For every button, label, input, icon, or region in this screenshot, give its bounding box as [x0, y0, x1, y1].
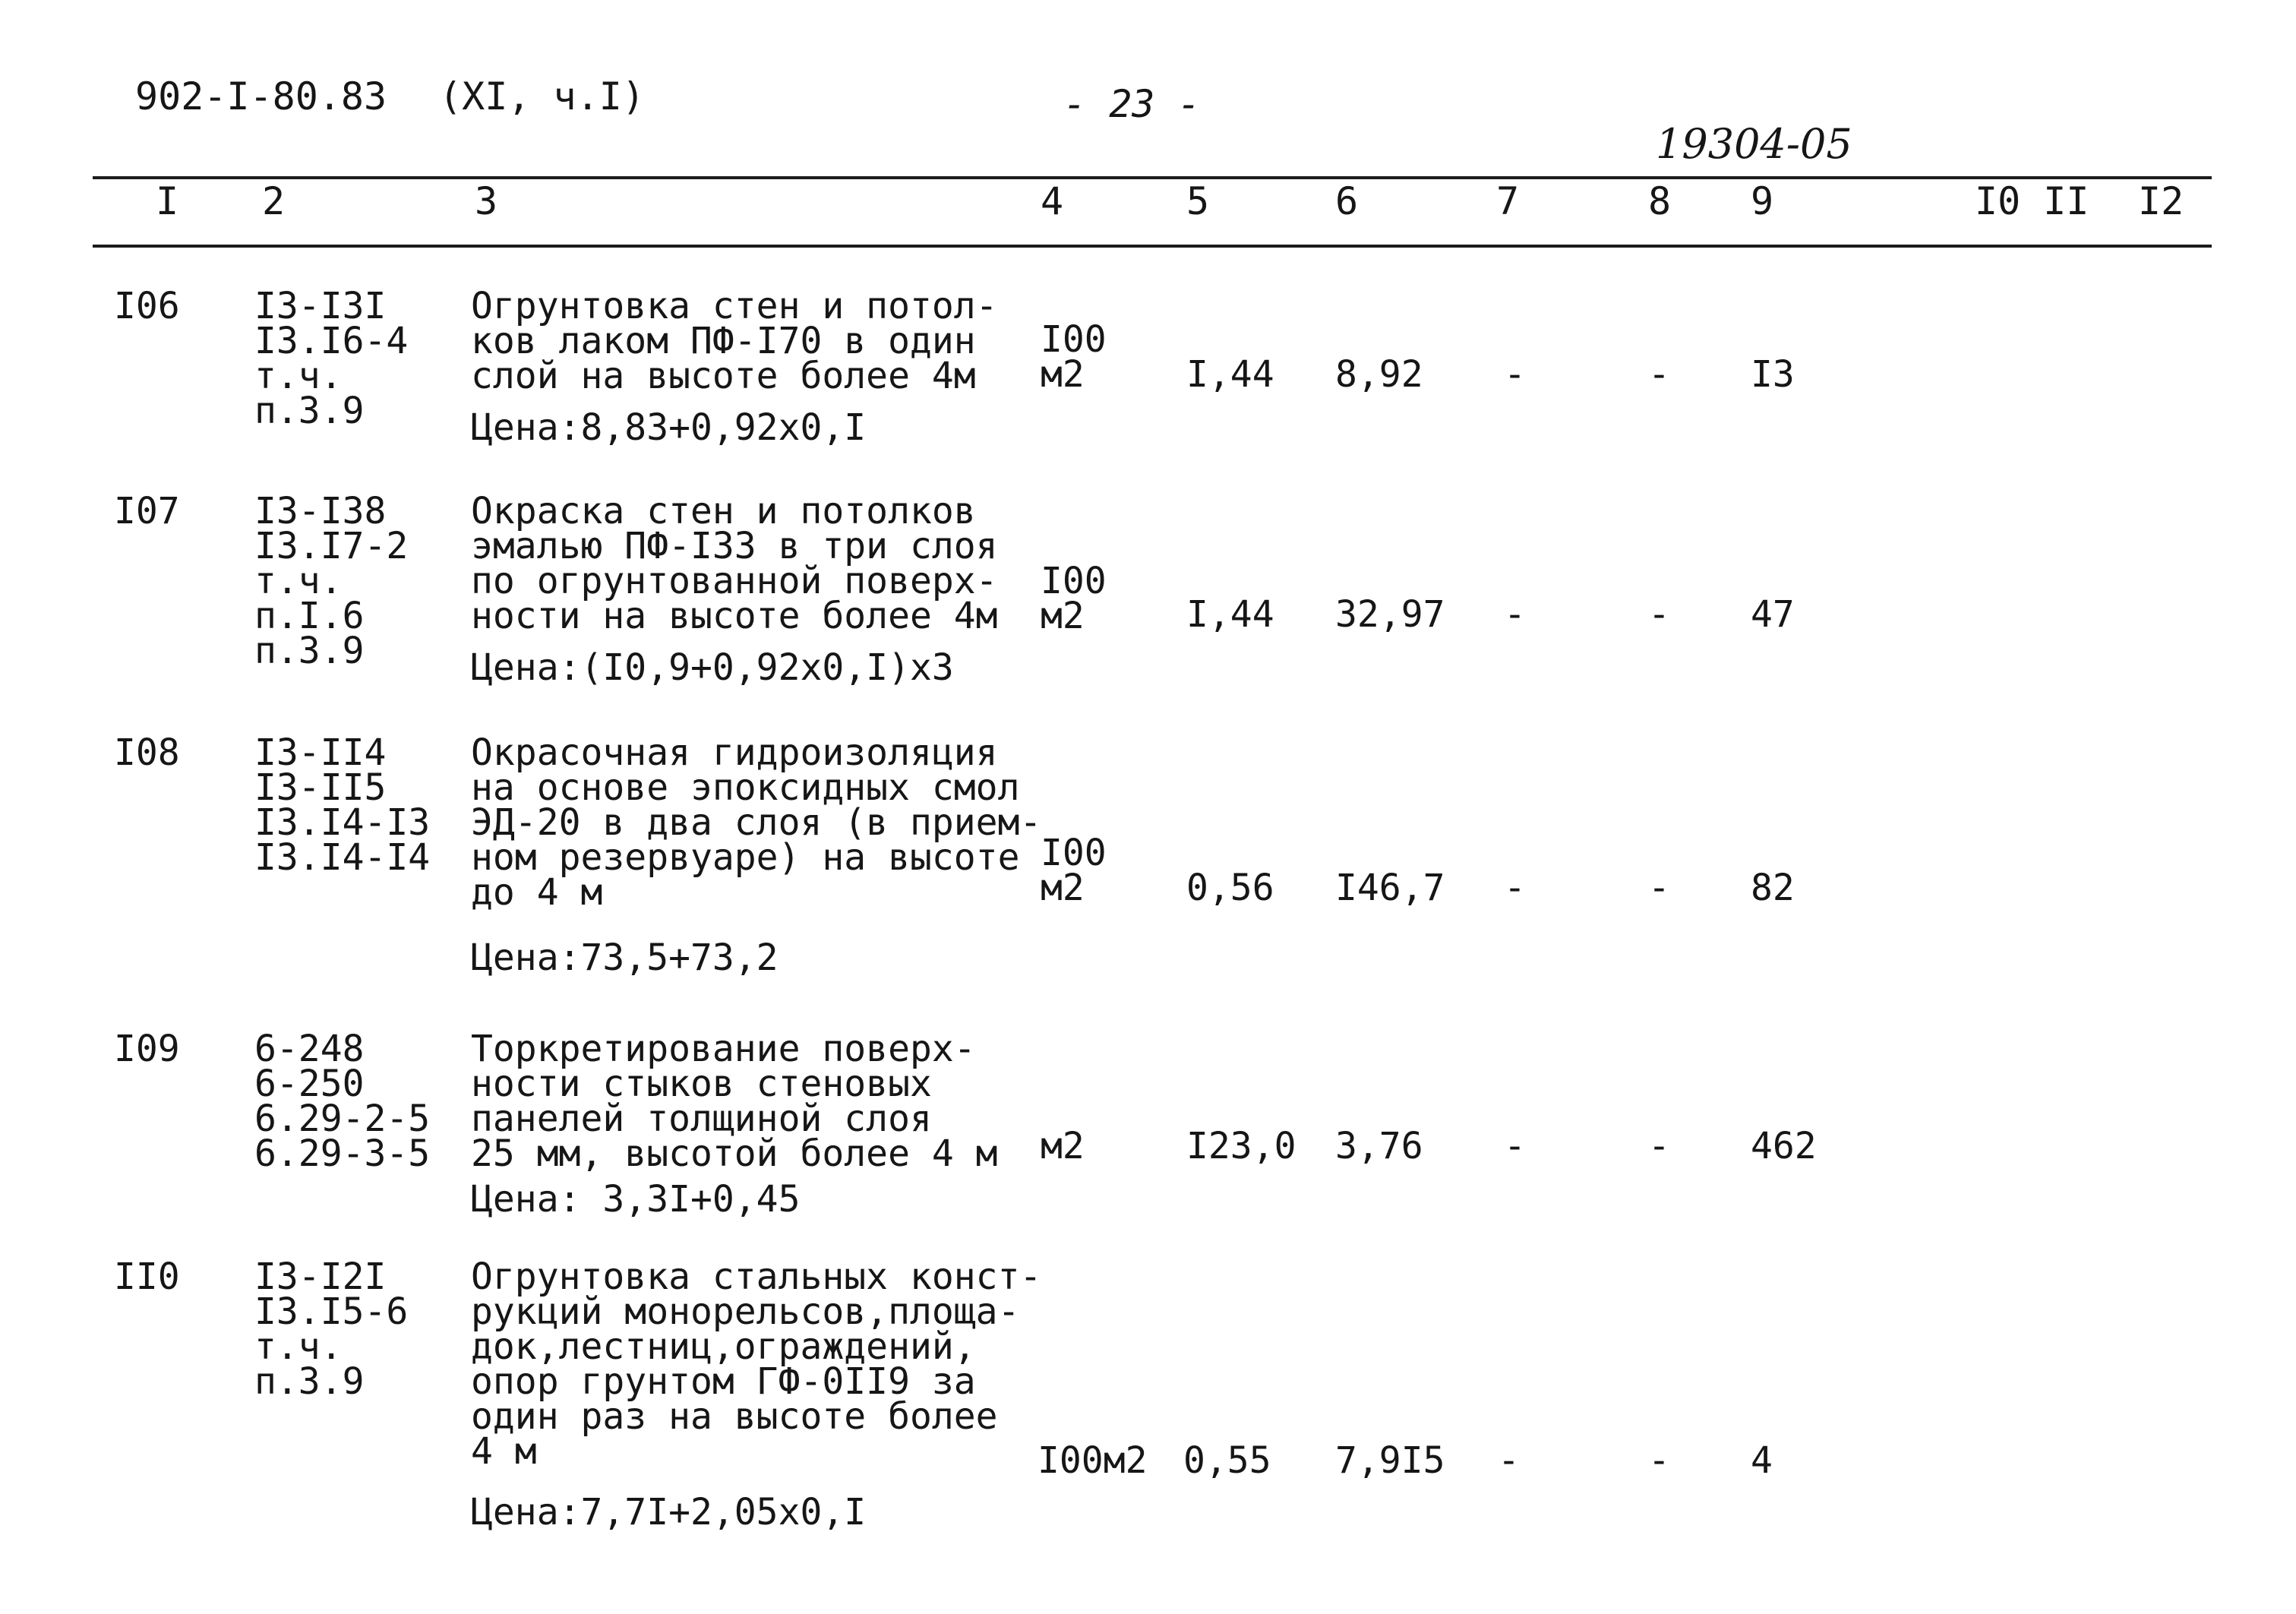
unit-rate: 3,76: [1335, 1125, 1423, 1167]
total-value: 47: [1751, 593, 1795, 636]
price-formula: Цена:73,5+73,2: [471, 936, 778, 979]
unit: I00 м2: [1041, 560, 1107, 637]
total-value: 4: [1751, 1439, 1773, 1482]
column-header: 8: [1648, 179, 1672, 223]
unit: м2: [1041, 1125, 1085, 1167]
col7-value: -: [1504, 1125, 1526, 1167]
price-formula: Цена:8,83+0,92x0,I: [471, 406, 867, 449]
price-formula: Цена:7,7I+2,05x0,I: [471, 1491, 867, 1533]
top-rule: [93, 176, 2212, 179]
col7-value: -: [1498, 1439, 1520, 1482]
norm-codes: I3-I2I I3.I5-6 т.ч. п.3.9: [254, 1256, 409, 1403]
col7-value: -: [1504, 867, 1526, 909]
col8-value: -: [1648, 593, 1670, 636]
col8-value: -: [1648, 353, 1670, 396]
work-description: Торкретирование поверх- ности стыков стеновых панелей толщиной слоя 25 мм, высотой более 4 м: [471, 1028, 998, 1175]
handwritten-stamp: 19304-05: [1656, 120, 1852, 168]
column-header: I: [156, 179, 179, 223]
unit-rate: I46,7: [1335, 867, 1445, 909]
norm-codes: I3-I3I I3.I6-4 т.ч. п.3.9: [254, 285, 409, 432]
row-number: I08: [114, 731, 180, 774]
column-header: 4: [1041, 179, 1064, 223]
work-description: Окрасочная гидроизоляция на основе эпоксидных смол ЭД-20 в два слоя (в прием- ном резервуаре) на высоте до 4 м: [471, 731, 1042, 914]
work-description: Огрунтовка стальных конст- рукций монорельсов,площа- док,лестниц,ограждений, опор грунтом ГФ-0II9 за один раз на высоте более 4 м: [471, 1256, 1042, 1473]
quantity: 0,55: [1183, 1439, 1271, 1482]
quantity: I23,0: [1186, 1125, 1296, 1167]
page-number: - 23 -: [1063, 82, 1201, 126]
column-header: I0 II: [1975, 179, 2089, 223]
unit-rate: 8,92: [1335, 353, 1423, 396]
norm-codes: I3-II4 I3-II5 I3.I4-I3 I3.I4-I4: [254, 731, 431, 879]
price-formula: Цена:(I0,9+0,92x0,I)x3: [471, 646, 954, 689]
norm-codes: I3-I38 I3.I7-2 т.ч. п.I.6 п.3.9: [254, 490, 409, 672]
total-value: I3: [1751, 353, 1795, 396]
column-header: 7: [1496, 179, 1520, 223]
total-value: 462: [1751, 1125, 1817, 1167]
header-bottom-rule: [93, 245, 2212, 248]
unit: I00м2: [1037, 1439, 1148, 1482]
row-number: I06: [114, 285, 180, 327]
col7-value: -: [1504, 353, 1526, 396]
column-header: 2: [262, 179, 286, 223]
col8-value: -: [1648, 867, 1670, 909]
column-header: I2: [2138, 179, 2184, 223]
row-number: I09: [114, 1028, 180, 1070]
quantity: I,44: [1186, 353, 1274, 396]
unit: I00 м2: [1041, 318, 1107, 396]
total-value: 82: [1751, 867, 1795, 909]
unit-rate: 7,9I5: [1335, 1439, 1445, 1482]
norm-codes: 6-248 6-250 6.29-2-5 6.29-3-5: [254, 1028, 431, 1175]
col8-value: -: [1648, 1439, 1670, 1482]
unit-rate: 32,97: [1335, 593, 1445, 636]
row-number: I07: [114, 490, 180, 532]
price-formula: Цена: 3,3I+0,45: [471, 1178, 801, 1221]
quantity: I,44: [1186, 593, 1274, 636]
quantity: 0,56: [1186, 867, 1274, 909]
unit: I00 м2: [1041, 832, 1107, 909]
column-header: 6: [1335, 179, 1359, 223]
document-part: (XI, ч.I): [439, 74, 645, 118]
work-description: Окраска стен и потолков эмалью ПФ-I33 в три слоя по огрунтованной поверх- ности на высоте более 4м: [471, 490, 998, 637]
row-number: II0: [114, 1256, 180, 1298]
work-description: Огрунтовка стен и потол- ков лаком ПФ-I70 в один слой на высоте более 4м: [471, 285, 998, 397]
column-header: 3: [475, 179, 498, 223]
col7-value: -: [1504, 593, 1526, 636]
col8-value: -: [1648, 1125, 1670, 1167]
column-header: 9: [1751, 179, 1774, 223]
document-code: 902-I-80.83: [135, 74, 387, 118]
column-header: 5: [1186, 179, 1210, 223]
